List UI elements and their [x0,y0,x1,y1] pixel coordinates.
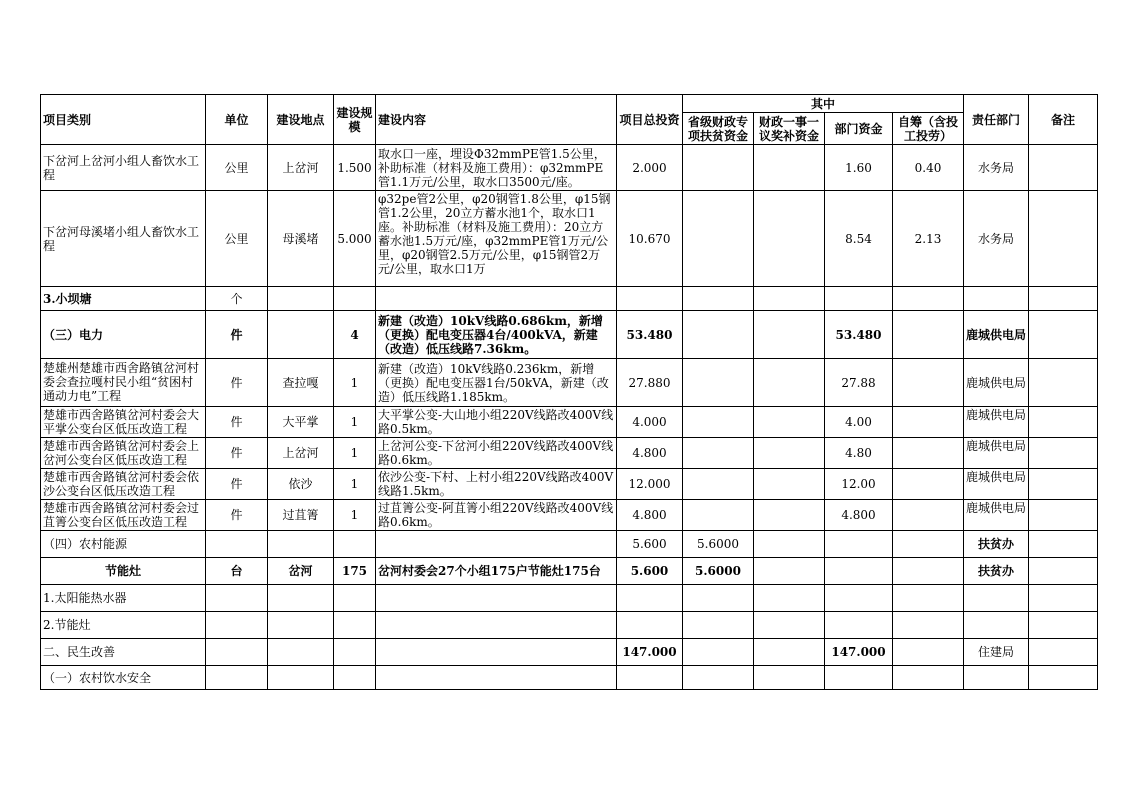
cell-content [376,191,617,287]
cell-dept: 鹿城供电局 [964,359,1029,407]
cell-prov-fund: 5.6000 [683,531,754,558]
cell-unit: 件 [206,500,268,531]
cell-award-fund [754,531,825,558]
cell-self-fund [893,500,964,531]
cell-dept-fund [825,612,893,639]
cell-content: 依沙公变-下村、上村小组220V线路改400V线路1.5km。 [376,469,617,500]
cell-unit: 件 [206,311,268,359]
cell-award-fund [754,407,825,438]
cell-dept [964,585,1029,612]
cell-self-fund [893,612,964,639]
cell-dept-fund: 53.480 [825,311,893,359]
cell-unit [206,585,268,612]
cell-award-fund [754,145,825,191]
table-row [41,531,1098,558]
header-total: 项目总投资 [617,95,683,145]
cell-dept-fund: 4.800 [825,500,893,531]
cell-content [376,585,617,612]
cell-location [268,531,334,558]
cell-category: 1.太阳能热水器 [41,585,206,612]
table-row [41,612,1098,639]
cell-dept [964,407,1029,438]
cell-unit [206,666,268,690]
header-scale: 建设规模 [334,95,376,145]
cell-location: 依沙 [268,469,334,500]
cell-prov-fund [683,438,754,469]
cell-dept-fund: 12.00 [825,469,893,500]
cell-prov-fund [683,145,754,191]
cell-remark [1029,666,1098,690]
cell-scale: 5.000 [334,191,376,287]
cell-self-fund [893,531,964,558]
cell-scale: 1 [334,469,376,500]
cell-unit [206,612,268,639]
table-row [41,500,1098,531]
cell-prov-fund [683,359,754,407]
cell-award-fund [754,311,825,359]
cell-scale [334,639,376,666]
cell-content [376,666,617,690]
cell-total: 4.800 [617,438,683,469]
cell-dept [964,612,1029,639]
table-row [41,639,1098,666]
cell-scale: 1.500 [334,145,376,191]
cell-remark [1029,500,1098,531]
cell-remark [1029,191,1098,287]
cell-dept: 鹿城供电局 [964,311,1029,359]
cell-dept: 水务局 [964,145,1029,191]
header-content: 建设内容 [376,95,617,145]
cell-unit [206,531,268,558]
cell-award-fund [754,359,825,407]
cell-category: 2.节能灶 [41,612,206,639]
category-text: 楚雄市西舍路镇岔河村委会大平掌公变台区低压改造工程 [43,408,200,436]
cell-location [268,585,334,612]
cell-prov-fund [683,287,754,311]
cell-content [376,287,617,311]
cell-dept: 住建局 [964,639,1029,666]
cell-category [41,407,206,438]
cell-dept-fund: 147.000 [825,639,893,666]
table-row [41,359,1098,407]
header-unit: 单位 [206,95,268,145]
cell-remark [1029,359,1098,407]
cell-remark [1029,407,1098,438]
dept-text: 鹿城供电局 [966,470,1027,484]
cell-dept-fund [825,558,893,585]
cell-category: （四）农村能源 [41,531,206,558]
cell-total: 147.000 [617,639,683,666]
cell-scale [334,612,376,639]
category-text: 楚雄市西舍路镇岔河村委会过苴箐公变台区低压改造工程 [43,501,200,529]
cell-prov-fund [683,612,754,639]
cell-remark [1029,145,1098,191]
cell-scale [334,585,376,612]
cell-location [268,639,334,666]
cell-dept-fund: 4.00 [825,407,893,438]
table-row [41,558,1098,585]
cell-unit [206,639,268,666]
cell-content [376,639,617,666]
cell-self-fund [893,585,964,612]
cell-total: 5.600 [617,531,683,558]
cell-location: 岔河 [268,558,334,585]
cell-dept-fund [825,585,893,612]
cell-category: （三）电力 [41,311,206,359]
cell-scale: 1 [334,500,376,531]
cell-total: 5.600 [617,558,683,585]
cell-scale [334,287,376,311]
category-text: 楚雄市西舍路镇岔河村委会依沙公变台区低压改造工程 [43,470,200,498]
cell-total: 12.000 [617,469,683,500]
cell-category: （一）农村饮水安全 [41,666,206,690]
table-row [41,469,1098,500]
table-row [41,145,1098,191]
cell-prov-fund [683,407,754,438]
cell-content [376,612,617,639]
cell-self-fund [893,438,964,469]
cell-content: 新建（改造）10kV线路0.236km，新增（更换）配电变压器1台/50kVA，新建（改造）低压线路1.185km。 [376,359,617,407]
header-prov-fund: 省级财政专项扶贫资金 [683,113,754,145]
cell-location: 母溪堵 [268,191,334,287]
cell-prov-fund [683,469,754,500]
cell-category: 3.小坝塘 [41,287,206,311]
cell-content: 大平掌公变-大山地小组220V线路改400V线路0.5km。 [376,407,617,438]
dept-text: 鹿城供电局 [966,439,1027,453]
cell-remark [1029,531,1098,558]
header-location: 建设地点 [268,95,334,145]
cell-self-fund [893,666,964,690]
cell-location: 过苴箐 [268,500,334,531]
cell-scale [334,666,376,690]
cell-location [268,612,334,639]
header-dept-fund: 部门资金 [825,113,893,145]
cell-dept [964,666,1029,690]
cell-category [41,359,206,407]
cell-self-fund: 2.13 [893,191,964,287]
table-row [41,407,1098,438]
cell-dept-fund: 4.80 [825,438,893,469]
cell-location: 上岔河 [268,145,334,191]
table-row [41,191,1098,287]
cell-self-fund [893,469,964,500]
cell-remark [1029,558,1098,585]
cell-content: 取水口一座，埋设Φ32mmPE管1.5公里，补助标准（材料及施工费用）：φ32mmPE管1.1万元/公里，取水口3500元/座。 [376,145,617,191]
cell-scale: 4 [334,311,376,359]
cell-award-fund [754,469,825,500]
cell-category [41,500,206,531]
cell-dept-fund [825,287,893,311]
dept-text: 鹿城供电局 [966,408,1027,422]
cell-total: 4.000 [617,407,683,438]
cell-scale: 1 [334,407,376,438]
cell-category: 下岔河上岔河小组人畜饮水工程 [41,145,206,191]
cell-award-fund [754,191,825,287]
cell-location: 大平掌 [268,407,334,438]
cell-total: 27.880 [617,359,683,407]
header-remark: 备注 [1029,95,1098,145]
cell-category [41,438,206,469]
cell-scale: 175 [334,558,376,585]
cell-content: 新建（改造）10kV线路0.686km，新增（更换）配电变压器4台/400kVA，新建（改造）低压线路7.36km。 [376,311,617,359]
cell-unit: 件 [206,438,268,469]
cell-location [268,311,334,359]
content-text: φ32pe管2公里，φ20钢管1.8公里，φ15钢管1.2公里，20立方蓄水池1个，取水口1座。补助标准（材料及施工费用）：20立方蓄水池1.5万元/座，φ32mmPE管1万元/公里，φ20钢管2.5万元/公里，φ15钢管2万元/公里，取水口1万 [378,191,611,276]
cell-total: 10.670 [617,191,683,287]
cell-self-fund: 0.40 [893,145,964,191]
cell-remark [1029,311,1098,359]
cell-total [617,666,683,690]
cell-dept-fund [825,666,893,690]
cell-award-fund [754,666,825,690]
cell-prov-fund [683,585,754,612]
cell-category: 节能灶 [41,558,206,585]
cell-remark [1029,287,1098,311]
cell-prov-fund [683,500,754,531]
cell-dept-fund: 1.60 [825,145,893,191]
table-row [41,438,1098,469]
cell-award-fund [754,612,825,639]
table-row [41,585,1098,612]
cell-prov-fund: 5.6000 [683,558,754,585]
cell-unit: 件 [206,469,268,500]
cell-remark [1029,469,1098,500]
cell-content: 岔河村委会27个小组175户节能灶175台 [376,558,617,585]
cell-award-fund [754,639,825,666]
cell-total: 53.480 [617,311,683,359]
cell-award-fund [754,500,825,531]
cell-dept: 扶贫办 [964,531,1029,558]
cell-dept: 扶贫办 [964,558,1029,585]
cell-category: 下岔河母溪堵小组人畜饮水工程 [41,191,206,287]
cell-unit: 个 [206,287,268,311]
cell-self-fund [893,359,964,407]
cell-total [617,287,683,311]
cell-prov-fund [683,311,754,359]
cell-remark [1029,612,1098,639]
cell-location [268,287,334,311]
cell-award-fund [754,585,825,612]
cell-dept-fund: 8.54 [825,191,893,287]
cell-self-fund [893,407,964,438]
project-table [40,94,1098,690]
cell-prov-fund [683,639,754,666]
cell-self-fund [893,287,964,311]
cell-unit: 台 [206,558,268,585]
header-row-1 [41,95,1098,113]
cell-award-fund [754,558,825,585]
cell-category [41,469,206,500]
cell-scale: 1 [334,438,376,469]
header-dept: 责任部门 [964,95,1029,145]
cell-category: 二、民生改善 [41,639,206,666]
table-row [41,287,1098,311]
cell-self-fund [893,558,964,585]
cell-dept-fund [825,531,893,558]
cell-remark [1029,438,1098,469]
cell-remark [1029,639,1098,666]
category-text: 楚雄市西舍路镇岔河村委会上岔河公变台区低压改造工程 [43,439,200,467]
cell-location: 上岔河 [268,438,334,469]
cell-dept: 水务局 [964,191,1029,287]
cell-scale [334,531,376,558]
category-text: 楚雄州楚雄市西舍路镇岔河村委会查拉嘎村民小组“贫困村通动力电”工程 [43,360,200,403]
cell-dept [964,287,1029,311]
cell-content [376,531,617,558]
cell-total: 2.000 [617,145,683,191]
table-row [41,666,1098,690]
cell-content: 上岔河公变-下岔河小组220V线路改400V线路0.6km。 [376,438,617,469]
cell-unit: 公里 [206,145,268,191]
cell-location [268,666,334,690]
header-category: 项目类别 [41,95,206,145]
cell-prov-fund [683,666,754,690]
cell-dept [964,469,1029,500]
cell-unit: 件 [206,407,268,438]
cell-total [617,585,683,612]
cell-dept-fund: 27.88 [825,359,893,407]
cell-unit: 件 [206,359,268,407]
cell-dept [964,500,1029,531]
cell-scale: 1 [334,359,376,407]
cell-unit: 公里 [206,191,268,287]
cell-award-fund [754,287,825,311]
cell-content: 过苴箐公变-阿苴箐小组220V线路改400V线路0.6km。 [376,500,617,531]
cell-prov-fund [683,191,754,287]
cell-award-fund [754,438,825,469]
cell-self-fund [893,639,964,666]
cell-dept [964,438,1029,469]
cell-total [617,612,683,639]
header-self-fund: 自筹（含投工投劳） [893,113,964,145]
dept-text: 鹿城供电局 [966,501,1027,515]
cell-total: 4.800 [617,500,683,531]
cell-location: 查拉嘎 [268,359,334,407]
header-award-fund: 财政一事一议奖补资金 [754,113,825,145]
cell-self-fund [893,311,964,359]
table-row [41,311,1098,359]
header-among: 其中 [683,95,964,113]
cell-remark [1029,585,1098,612]
